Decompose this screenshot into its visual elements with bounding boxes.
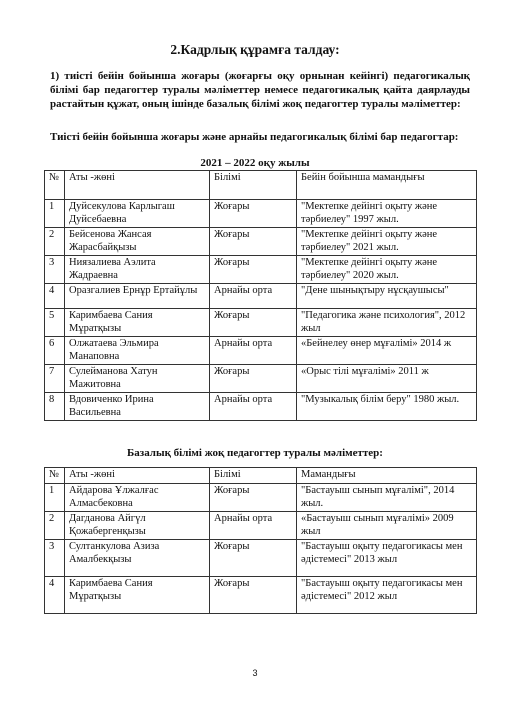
education-level: Жоғары [210, 577, 297, 614]
header-cell: № [45, 171, 65, 200]
education-level: Жоғары [210, 540, 297, 577]
specialty: "Мектепке дейінгі оқыту және тәрбиелеу" 2021 жыл. [297, 228, 477, 256]
education-level: Жоғары [210, 228, 297, 256]
row-number: 7 [45, 365, 65, 393]
row-number: 2 [45, 228, 65, 256]
academic-year: 2021 – 2022 оқу жылы [200, 157, 310, 169]
page-number: 3 [252, 668, 258, 678]
row-number: 4 [45, 284, 65, 309]
specialty: «Бейнелеу өнер мұғалімі» 2014 ж [297, 337, 477, 365]
table-row [45, 309, 477, 337]
row-number: 1 [45, 200, 65, 228]
specialty: "Бастауыш сынып мұғалімі", 2014 жыл. [297, 484, 477, 512]
intro-paragraph: 1) тиісті бейін бойынша жоғары (жоғарғы оқу орнынан кейінгі) педагогикалық білімі бар педагогтер туралы мәліметтер немесе педагогикалық қайта даярлауды растайтын құжат, оның ішінде базалық білімі жоқ педагогтер туралы мәліметтер: [50, 70, 470, 110]
table-row [45, 284, 477, 309]
header-cell: Аты -жөні [65, 171, 210, 200]
table2-subtitle: Базалық білімі жоқ педагогтер туралы мәліметтер: [127, 447, 383, 459]
teacher-name: Олжатаева Эльмира Манаповна [65, 337, 210, 365]
education-level: Жоғары [210, 365, 297, 393]
education-level: Арнайы орта [210, 337, 297, 365]
specialty: «Орыс тілі мұғалімі» 2011 ж [297, 365, 477, 393]
table-row [45, 337, 477, 365]
header-cell: № [45, 468, 65, 484]
table-header-row [45, 171, 477, 200]
education-level: Арнайы орта [210, 284, 297, 309]
section-title: 2.Кадрлық құрамға талдау: [170, 42, 340, 57]
row-number: 6 [45, 337, 65, 365]
teacher-name: Ниязалиева Аэлита Жадраевна [65, 256, 210, 284]
education-level: Арнайы орта [210, 393, 297, 421]
table-row [45, 200, 477, 228]
table-row [45, 365, 477, 393]
header-cell: Білімі [210, 171, 297, 200]
row-number: 8 [45, 393, 65, 421]
no-base-education-table [44, 467, 477, 614]
table-header-row [45, 468, 477, 484]
teacher-name: Дагданова Айгүл Қожабергенқызы [65, 512, 210, 540]
table-row [45, 393, 477, 421]
teacher-name: Каримбаева Сания Мұратқызы [65, 309, 210, 337]
teacher-name: Сулейманова Хатун Мажитовна [65, 365, 210, 393]
row-number: 2 [45, 512, 65, 540]
teacher-name: Каримбаева Сания Мұратқызы [65, 577, 210, 614]
teacher-name: Дуйсекулова Карлыгаш Дуйсебаевна [65, 200, 210, 228]
education-level: Жоғары [210, 484, 297, 512]
education-level: Арнайы орта [210, 512, 297, 540]
table-row [45, 228, 477, 256]
specialty: "Дене шынықтыру нұсқаушысы" [297, 284, 477, 309]
table-row [45, 512, 477, 540]
table-row [45, 256, 477, 284]
education-level: Жоғары [210, 256, 297, 284]
specialty: "Мектепке дейінгі оқыту және тәрбиелеу" 2020 жыл. [297, 256, 477, 284]
specialty: "Мектепке дейінгі оқыту және тәрбиелеу" 1997 жыл. [297, 200, 477, 228]
row-number: 1 [45, 484, 65, 512]
row-number: 3 [45, 540, 65, 577]
specialty: «Бастауыш сынып мұғалімі» 2009 жыл [297, 512, 477, 540]
teacher-name: Султанкулова Азиза Амалбекқызы [65, 540, 210, 577]
specialty: "Бастауыш оқыту педагогикасы мен әдістемесі" 2012 жыл [297, 577, 477, 614]
specialty: "Педагогика және психология", 2012 жыл [297, 309, 477, 337]
specialty: "Бастауыш оқыту педагогикасы мен әдістемесі" 2013 жыл [297, 540, 477, 577]
table-row [45, 484, 477, 512]
table-row [45, 577, 477, 614]
qualified-teachers-table [44, 170, 477, 421]
table-row [45, 540, 477, 577]
header-cell: Мамандығы [297, 468, 477, 484]
education-level: Жоғары [210, 309, 297, 337]
specialty: "Музыкалық білім беру" 1980 жыл. [297, 393, 477, 421]
teacher-name: Айдарова Ұлжалғас Алмасбековна [65, 484, 210, 512]
teacher-name: Вдовиченко Ирина Васильевна [65, 393, 210, 421]
header-cell: Аты -жөні [65, 468, 210, 484]
row-number: 4 [45, 577, 65, 614]
education-level: Жоғары [210, 200, 297, 228]
header-cell: Білімі [210, 468, 297, 484]
header-cell: Бейін бойынша мамандығы [297, 171, 477, 200]
table1-subtitle: Тиісті бейін бойынша жоғары және арнайы педагогикалық білімі бар педагогтар: [50, 131, 459, 143]
teacher-name: Бейсенова Жансая Жарасбайқызы [65, 228, 210, 256]
teacher-name: Оразгалиев Ернұр Ертайұлы [65, 284, 210, 309]
row-number: 5 [45, 309, 65, 337]
row-number: 3 [45, 256, 65, 284]
